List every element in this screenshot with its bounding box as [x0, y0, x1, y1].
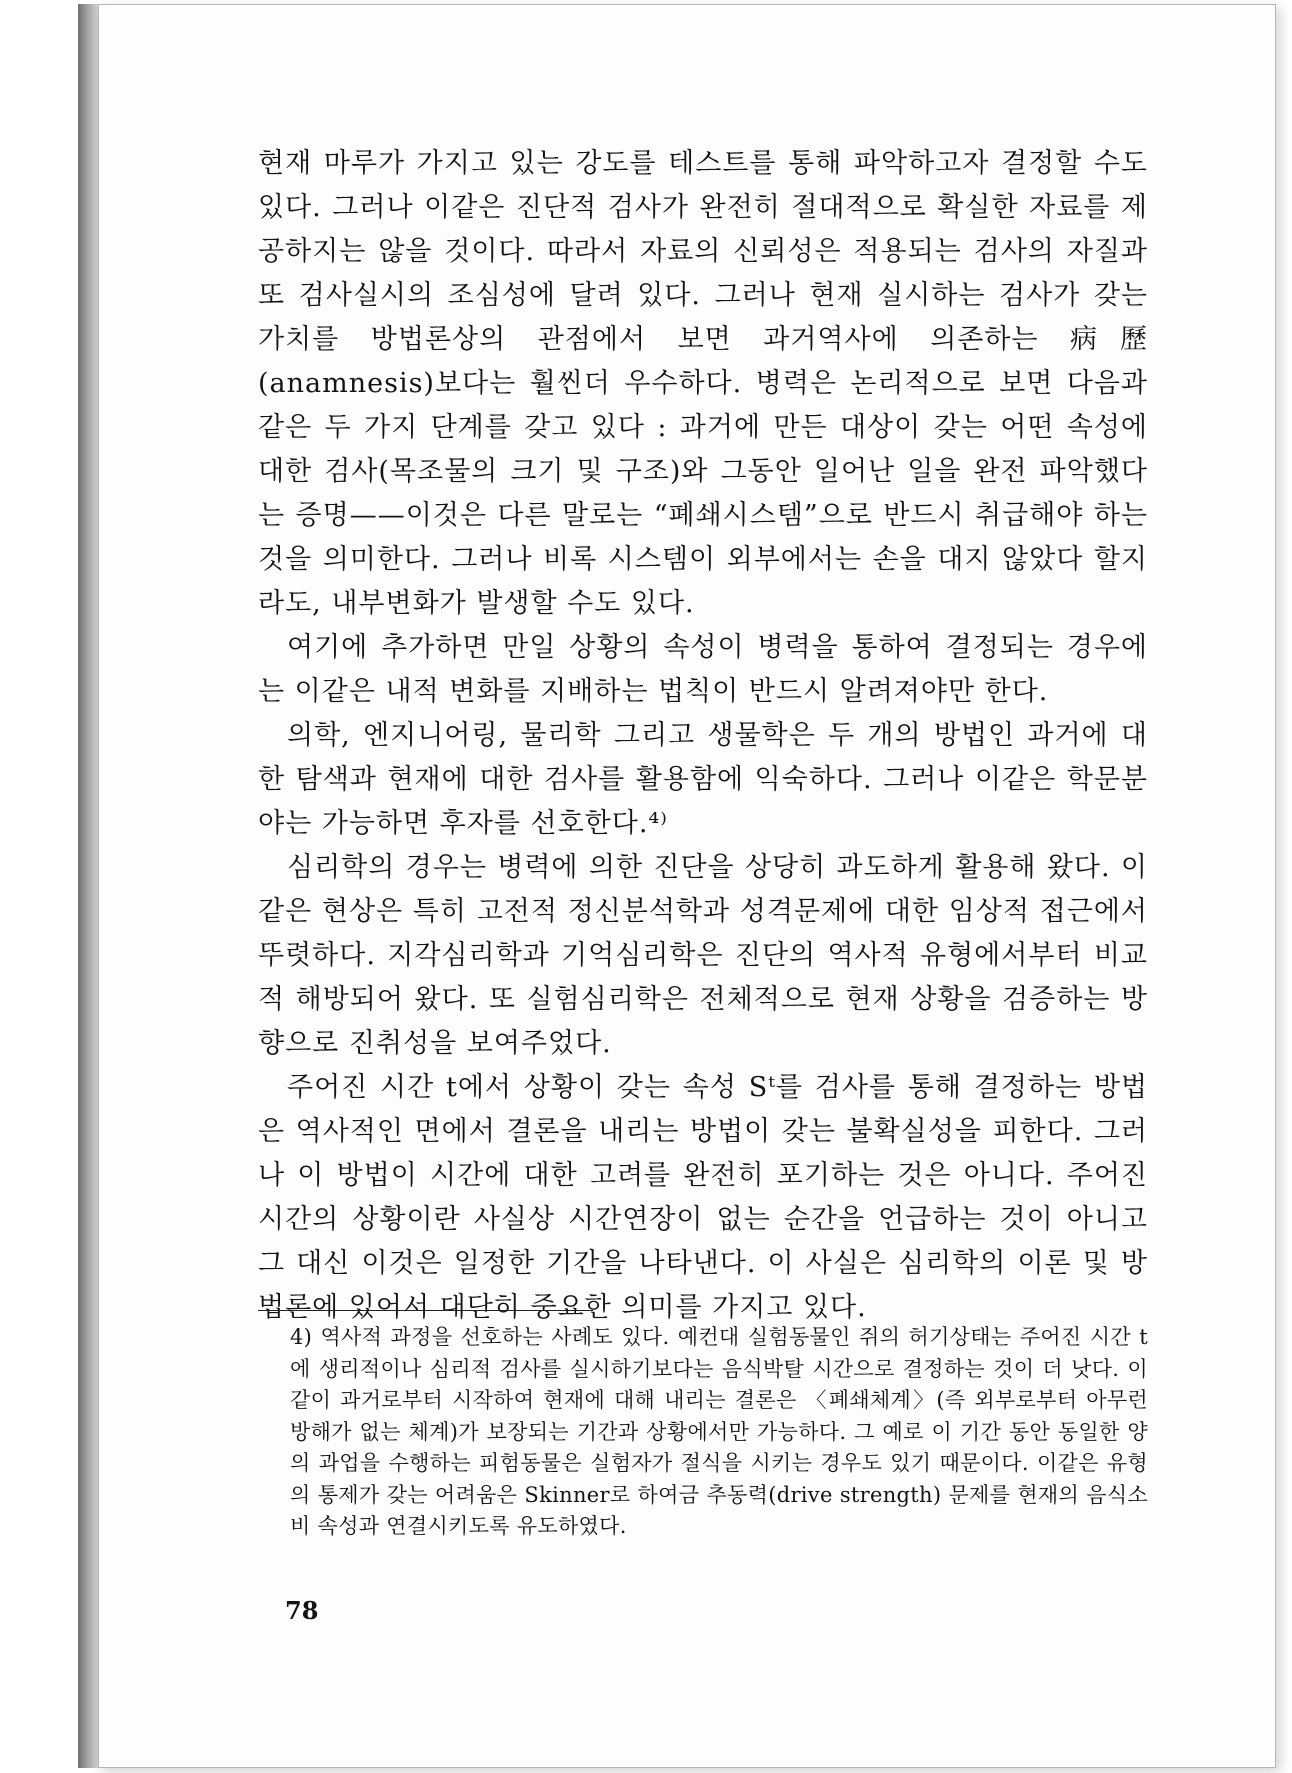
- footnote: [290, 1322, 1148, 1543]
- book-spine-shadow: [78, 4, 100, 1768]
- footnote-divider: [258, 1310, 593, 1311]
- paragraph-4: 심리학의 경우는 병력에 의한 진단을 상당히 과도하게 활용해 왔다. 이같은 현상은 특히 고전적 정신분석학과 성격문제에 대한 임상적 접근에서 뚜렷하다. 지각심리학과 기억심리학은 진단의 역사적 유형에서부터 비교적 해방되어 왔다. 또 실험심리학은 전체적으로 현재 상황을 검증하는 방향으로 진취성을 보여주었다.: [258, 852, 1148, 1059]
- page-number: 78: [285, 1596, 319, 1625]
- paragraph-5: 주어진 시간 t에서 상황이 갖는 속성 Sᵗ를 검사를 통해 결정하는 방법은 역사적인 면에서 결론을 내리는 방법이 갖는 불확실성을 피한다. 그러나 이 방법이 시간에 대한 고려를 완전히 포기하는 것은 아니다. 주어진 시간의 상황이란 사실상 시간연장이 없는 순간을 언급하는 것이 아니고 그 대신 이것은 일정한 기간을 나타낸다. 이 사실은 심리학의 이론 및 방법론에 있어서 대단히 중요한 의미를 가지고 있다.: [258, 1072, 1148, 1323]
- paragraph-3: 의학, 엔지니어링, 물리학 그리고 생물학은 두 개의 방법인 과거에 대한 탐색과 현재에 대한 검사를 활용함에 익숙하다. 그러나 이같은 학문분야는 가능하면 후자를 선호한다.⁴⁾: [258, 720, 1148, 839]
- footnote-number: 4): [290, 1325, 313, 1349]
- body-text: [258, 142, 1148, 1330]
- paragraph-2: 여기에 추가하면 만일 상황의 속성이 병력을 통하여 결정되는 경우에는 이같은 내적 변화를 지배하는 법칙이 반드시 알려져야만 한다.: [258, 632, 1148, 707]
- paragraph-1: 현재 마루가 가지고 있는 강도를 테스트를 통해 파악하고자 결정할 수도 있다. 그러나 이같은 진단적 검사가 완전히 절대적으로 확실한 자료를 제공하지는 않을 것이다. 따라서 자료의 신뢰성은 적용되는 검사의 자질과 또 검사실시의 조심성에 달려 있다. 그러나 현재 실시하는 검사가 갖는 가치를 방법론상의 관점에서 보면 과거역사에 의존하는 病歷(anamnesis)보다는 훨씬더 우수하다. 병력은 논리적으로 보면 다음과 같은 두 가지 단계를 갖고 있다 : 과거에 만든 대상이 갖는 어떤 속성에 대한 검사(목조물의 크기 및 구조)와 그동안 일어난 일을 완전 파악했다는 증명——이것은 다른 말로는 “폐쇄시스템”으로 반드시 취급해야 하는 것을 의미한다. 그러나 비록 시스템이 외부에서는 손을 대지 않았다 할지라도, 내부변화가 발생할 수도 있다.: [258, 148, 1148, 619]
- footnote-text: 역사적 과정을 선호하는 사례도 있다. 예컨대 실험동물인 쥐의 허기상태는 주어진 시간 t에 생리적이나 심리적 검사를 실시하기보다는 음식박탈 시간으로 결정하는 것이 더 낫다. 이같이 과거로부터 시작하여 현재에 대해 내리는 결론은 〈폐쇄체계〉(즉 외부로부터 아무런 방해가 없는 체계)가 보장되는 기간과 상황에서만 가능하다. 그 예로 이 기간 동안 동일한 양의 과업을 수행하는 피험동물은 실험자가 절식을 시키는 경우도 있기 때문이다. 이같은 유형의 통제가 갖는 어려움은 Skinner로 하여금 추동력(drive strength) 문제를 현재의 음식소비 속성과 연결시키도록 유도하였다.: [290, 1325, 1148, 1538]
